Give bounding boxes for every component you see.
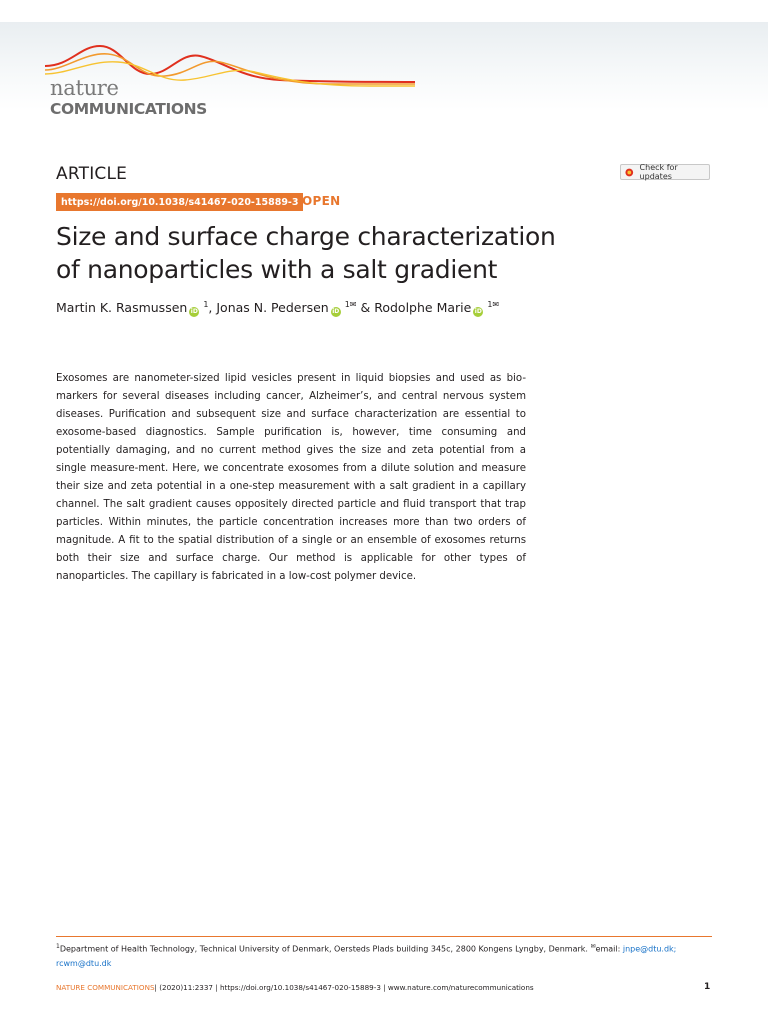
footnote-divider — [56, 936, 712, 937]
abstract-text: Exosomes are nanometer-sized lipid vesicles present in liquid biopsies and used as bio-markers for several diseases including cancer, Alzheimer’s, and central nervous system diseases. Purification and subsequent size and surface characterization are essential to exosome-based diagnostics. Sample purification is, however, time consuming and potentially damaging, and no current method gives the size and zeta potential from a single measure-ment. Here, we concentrate exosomes from a dilute solution and measure their size and zeta potential in a one-step measurement with a salt gradient in a capillary channel. The salt gradient causes oppositely directed particle and fluid transport that trap particles. Within minutes, the particle concentration increases more than two orders of magnitude. A fit to the spatial distribution of a single or an ensemble of exosomes returns both their size and surface charge. Our method is applicable for other types of nanoparticles. The capillary is fabricated in a low-cost polymer device. — [56, 373, 526, 582]
journal-banner — [0, 22, 768, 118]
title-line-2: of nanoparticles with a salt gradient — [56, 255, 498, 284]
title-line-1: Size and surface charge characterization — [56, 222, 556, 251]
logo-communications-text: COMMUNICATIONS — [50, 100, 207, 118]
email-mark: ✉ — [590, 943, 596, 950]
orcid-icon[interactable]: iD — [190, 308, 198, 315]
author-name[interactable]: Jonas N. Pedersen — [216, 300, 329, 315]
open-access-label: OPEN — [302, 194, 341, 208]
author-affiliation-sup: 1✉ — [487, 300, 500, 309]
doi-link[interactable]: https://doi.org/10.1038/s41467-020-15889-3 — [56, 193, 303, 211]
author-name[interactable]: Martin K. Rasmussen — [56, 300, 188, 315]
email-label: email: — [595, 944, 623, 954]
author-affiliation-sup: 1✉ — [344, 300, 357, 309]
affiliation-footnote — [56, 940, 716, 971]
page-number: 1 — [704, 982, 711, 992]
footer-journal-name: NATURE COMMUNICATIONS — [56, 983, 155, 992]
orcid-icon[interactable]: iD — [332, 308, 340, 315]
author-affiliation-sup: 1 — [203, 300, 209, 309]
check-updates-icon — [625, 168, 634, 177]
footnote-sup: 1 — [56, 943, 60, 950]
check-for-updates-button[interactable] — [620, 164, 710, 180]
email-link-2[interactable]: rcwm@dtu.dk — [56, 958, 112, 968]
email-link-1[interactable]: jnpe@dtu.dk; — [622, 944, 677, 954]
article-type-label: ARTICLE — [56, 164, 128, 184]
author-name[interactable]: Rodolphe Marie — [374, 300, 472, 315]
author-separator: , — [208, 300, 217, 315]
orcid-icon[interactable]: iD — [474, 308, 482, 315]
author-separator: & — [356, 300, 375, 315]
logo-nature-text: nature — [50, 76, 119, 100]
check-updates-label: Check for updates — [639, 163, 678, 181]
page-footer — [56, 983, 534, 992]
author-list — [56, 300, 499, 317]
article-title — [56, 220, 656, 286]
footer-citation: | (2020)11:2337 | https://doi.org/10.1038/s41467-020-15889-3 | www.nature.com/naturecommunications — [154, 983, 534, 992]
affiliation-text: Department of Health Technology, Technical University of Denmark, Oersteds Plads building 345c, 2800 Kongens Lyngby, Denmark. — [59, 944, 588, 954]
